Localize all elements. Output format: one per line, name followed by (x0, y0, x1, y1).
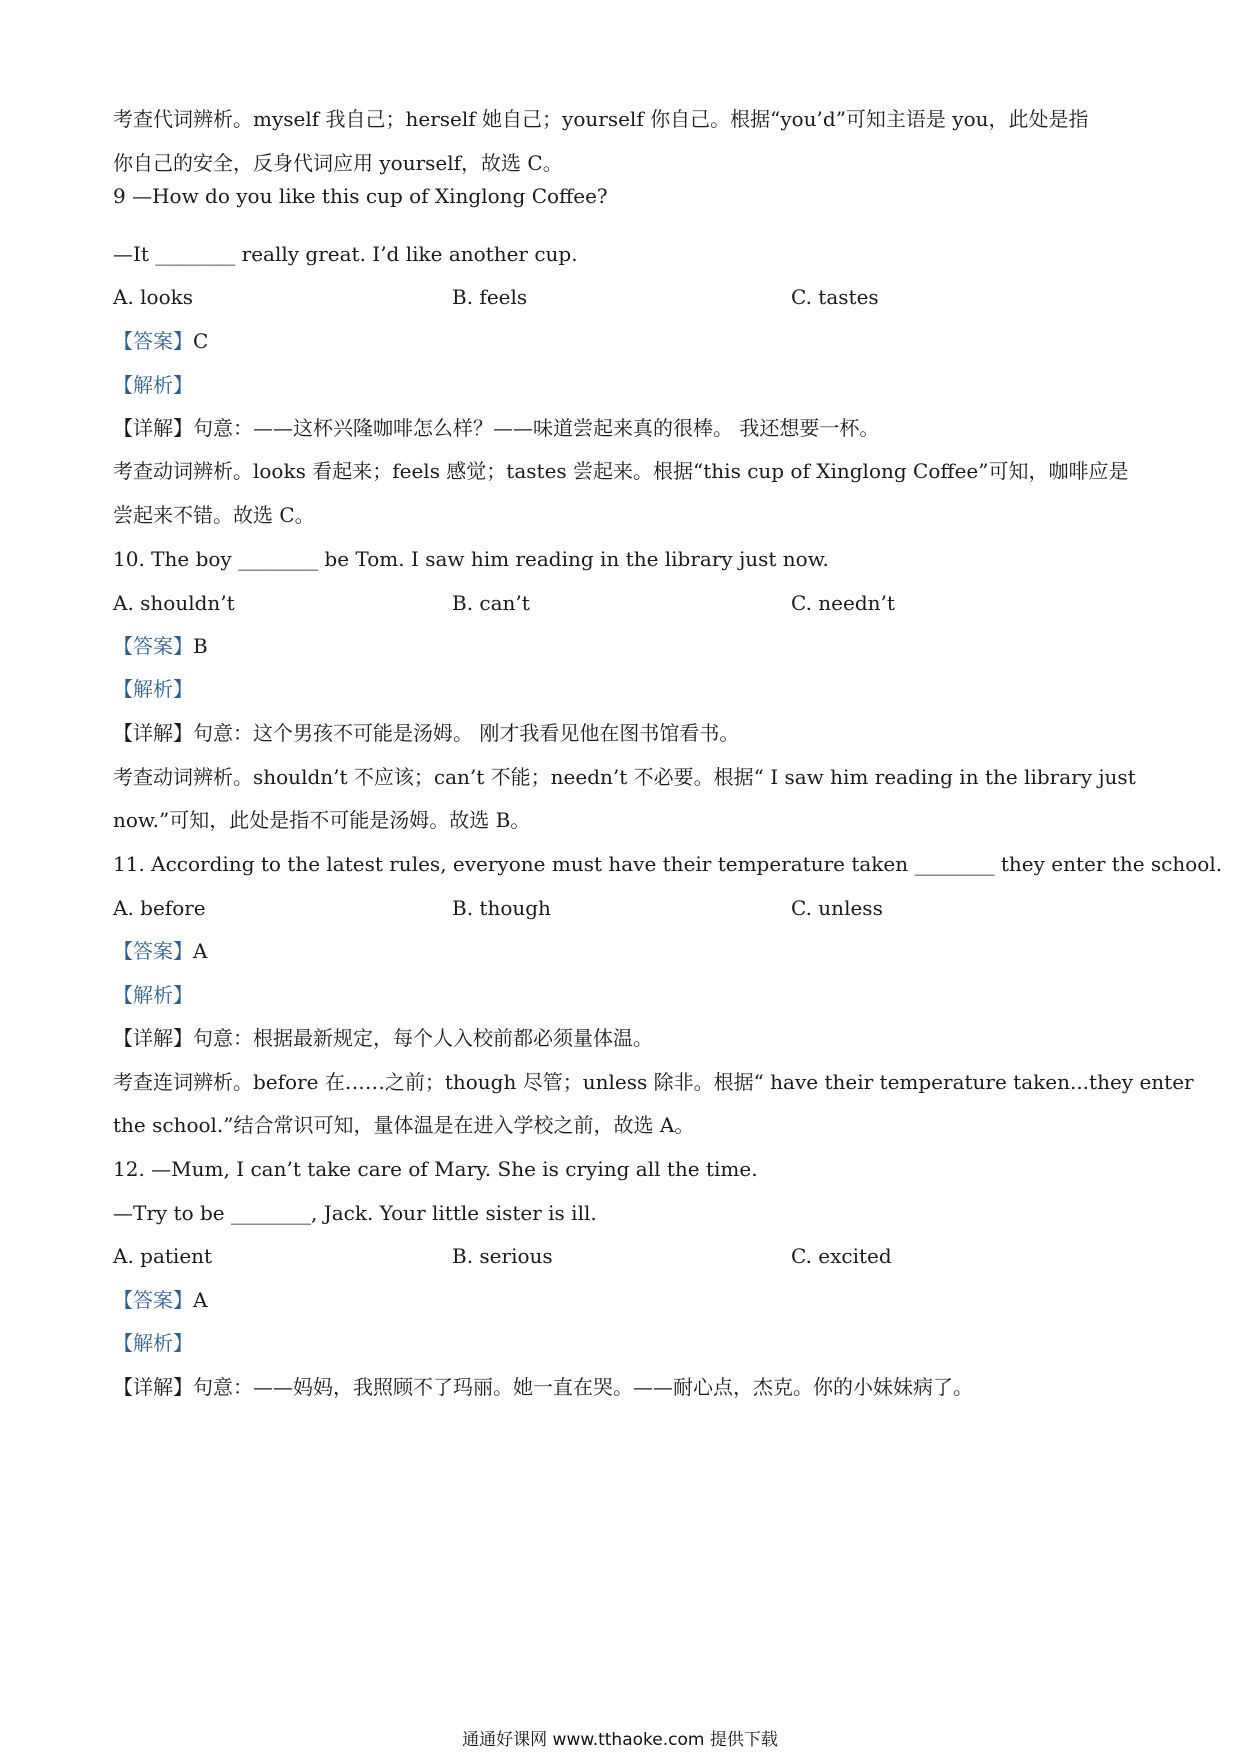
q9-explain-line-1: 考查动词辨析。looks 看起来；feels 感觉；tastes 尝起来。根据“this cup of Xinglong Coffee”可知，咖啡应是 (113, 459, 1129, 483)
q10-answer-tag: 【答案】 (113, 634, 193, 658)
q9-analysis-heading (113, 372, 1133, 398)
q12-option-c: C. excited (791, 1244, 892, 1268)
q12-detail-tag: 【详解】 (113, 1375, 193, 1399)
intro-line-2: 你自己的安全，反身代词应用 yourself，故选 C。 (113, 151, 563, 175)
q11-detail-text: 句意：根据最新规定，每个人入校前都必须量体温。 (193, 1026, 653, 1050)
q11-stem-line-1: 11. According to the latest rules, everyone must have their temperature taken ________ they enter the school. (113, 852, 1223, 876)
q9-stem-line-2: —It ________ really great. I’d like another cup. (113, 242, 578, 266)
q10-detail-tag: 【详解】 (113, 721, 193, 745)
q11-detail (113, 1025, 1133, 1051)
q11-explain-line-2: the school.”结合常识可知，量体温是在进入学校之前，故选 A。 (113, 1113, 695, 1137)
q9-option-c: C. tastes (791, 285, 879, 309)
q10-stem-line-1: 10. The boy ________ be Tom. I saw him reading in the library just now. (113, 547, 829, 571)
q9-detail-text: 句意：——这杯兴隆咖啡怎么样？——味道尝起来真的很棒。 我还想要一杯。 (193, 416, 880, 440)
q11-answer-tag: 【答案】 (113, 939, 193, 963)
q10-option-c: C. needn’t (791, 591, 895, 615)
q10-detail (113, 720, 1133, 746)
q12-detail (113, 1374, 1133, 1400)
q11-detail-tag: 【详解】 (113, 1026, 193, 1050)
q12-analysis-heading (113, 1330, 1133, 1356)
q11-answer-value: A (193, 939, 208, 963)
q11-explain-line-1: 考查连词辨析。before 在……之前；though 尽管；unless 除非。根据“ have their temperature taken...they enter (113, 1070, 1194, 1094)
q10-answer (113, 633, 1133, 659)
q11-option-b: B. though (452, 896, 551, 920)
q10-answer-value: B (193, 634, 208, 658)
q12-analysis-tag: 【解析】 (113, 1331, 193, 1355)
q11-option-a: A. before (113, 896, 206, 920)
q9-answer-tag: 【答案】 (113, 329, 193, 353)
q9-answer (113, 328, 1133, 354)
q9-explain-line-2: 尝起来不错。故选 C。 (113, 503, 315, 527)
q12-option-b: B. serious (452, 1244, 553, 1268)
q12-detail-text: 句意：——妈妈，我照顾不了玛丽。她一直在哭。——耐心点，杰克。你的小妹妹病了。 (193, 1375, 973, 1399)
q10-option-b: B. can’t (452, 591, 530, 615)
q11-analysis-heading (113, 982, 1133, 1008)
q9-option-b: B. feels (452, 285, 528, 309)
page-footer: 通通好课网 www.tthaoke.com 提供下载 (462, 1730, 778, 1750)
q9-answer-value: C (193, 329, 209, 353)
q9-analysis-tag: 【解析】 (113, 373, 193, 397)
q10-option-a: A. shouldn’t (113, 591, 235, 615)
q9-detail (113, 415, 1133, 441)
q12-answer-tag: 【答案】 (113, 1288, 193, 1312)
q11-answer (113, 938, 1133, 964)
q10-analysis-tag: 【解析】 (113, 677, 193, 701)
q9-stem-line-1: 9 —How do you like this cup of Xinglong Coffee? (113, 184, 608, 208)
q12-answer-value: A (193, 1288, 208, 1312)
q9-detail-tag: 【详解】 (113, 416, 193, 440)
q11-option-c: C. unless (791, 896, 883, 920)
q9-option-a: A. looks (113, 285, 194, 309)
q10-explain-line-1: 考查动词辨析。shouldn’t 不应该；can’t 不能；needn’t 不必要。根据“ I saw him reading in the library just (113, 765, 1136, 789)
intro-line-1: 考查代词辨析。myself 我自己；herself 她自己；yourself 你自己。根据“you’d”可知主语是 you，此处是指 (113, 107, 1089, 131)
q10-explain-line-2: now.”可知，此处是指不可能是汤姆。故选 B。 (113, 808, 531, 832)
q12-option-a: A. patient (113, 1244, 213, 1268)
q10-analysis-heading (113, 676, 1133, 702)
q11-analysis-tag: 【解析】 (113, 983, 193, 1007)
q12-stem-line-1: 12. —Mum, I can’t take care of Mary. She is crying all the time. (113, 1157, 758, 1181)
q12-stem-line-2: —Try to be ________, Jack. Your little sister is ill. (113, 1201, 597, 1225)
q10-detail-text: 句意：这个男孩不可能是汤姆。 刚才我看见他在图书馆看书。 (193, 721, 740, 745)
q12-answer (113, 1287, 1133, 1313)
